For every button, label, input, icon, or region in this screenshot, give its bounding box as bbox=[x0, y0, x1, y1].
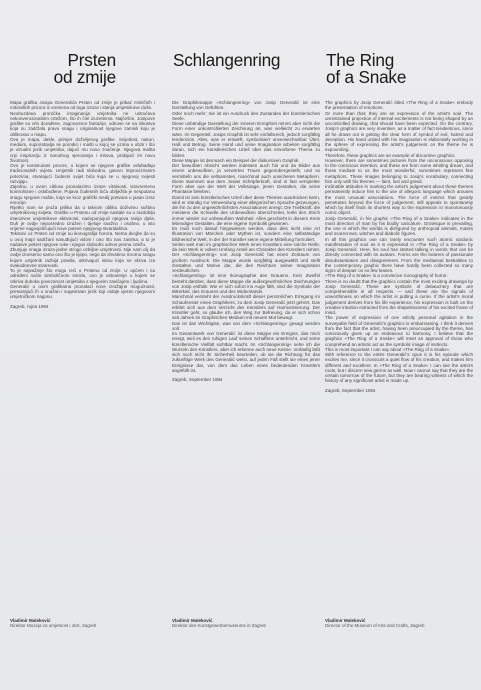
paragraph: Der bewußten Absicht werden indessen auch hin und da Bilder aus einem unbewußten, ja verwirrten Traum gegenübergestellt, und so vermitteln uns die seltsamsten, manchmal auch unsicheren Metaphern. Diese stammen aus dem Josias Schöpferkraft, sind in fast verspielter Form aber aus der Welt der Volkssage, jenen Gestalten, die seine Phantasie beleben. bbox=[172, 163, 320, 195]
title-croatian bbox=[8, 49, 116, 87]
paragraph: Mapa grafika Josipa Generalića Prsten od zmije je prikaz mističnih i mitoloških prizora iz vremena od toga izraza i stanja umjetnikove duše. bbox=[10, 100, 155, 111]
paragraph: There is no doubt that the graphics contain the most exciting drawings by Josip Generalić. These are symbols of debauchery that are comprehensible in all respects — and these are the signals of unworthiness on which the artist is putting a curse. If the artist's moral judgement derives from his life experience, his expression is built on the creative intuition extracted from the shapelessness of his excited frame of mind. bbox=[325, 278, 473, 315]
paragraph: Inclinable attitudes in marking the artist's judgement about these themes permanently induce him to the use of allegoric language which arouses the most unusual associations. The force of instinct that greatly penetrates beyond the force of judgement, still appeals to spontaneity which by itself finds its shortest way to the expression in monotonously comic object. bbox=[325, 184, 473, 216]
paragraph: Zbunjuje snaga izraza jedne strogo ozbiljne umjetnosti. Nije nam cilj da ovdje iznesemo samo ono što je lijepo, nego da shvatimo izvornu snagu kojom umjetnik razbija pravila, otkrivajući istinu koja se skriva iza svakodnevne stvarnosti. bbox=[10, 247, 155, 268]
signature-role: Director of the Museum of Arts and Crafts, Zagreb bbox=[325, 623, 425, 629]
paragraph: Tekstovi uz Prsten od zmije su ikonografija horora. Nema dvojbe da su u ovoj mapi sadržani nasuđujući vidovi i ono što nas zanima, a to je nadasve pokret njegove ruke i njegov slobodni odnos prema crtežu. bbox=[10, 231, 155, 247]
paragraph: Die Graphikmappe »Schlangenring« von Josip Generalić ist eine Darstellung von Gefühlen. bbox=[172, 100, 320, 111]
text-column-german bbox=[172, 100, 320, 382]
paragraph: Rijetko nam se pruža prilika da u takvom obliku doživimo suštinu umjetnikovog svijeta. Grafike u Prstenu od zmije nastale su u razdoblju intenzivne umjetnikove aktivnosti, nadopunjujući njegova ranija djela. Duh je ovdje neposredno izražen i djeluje snažno i osobno, u isto vrijeme nagovješćujući nove puteve njegovog stvaralaštva. bbox=[10, 205, 155, 231]
paragraph: Es muß noch darauf hingewiesen werden, dass dies nicht eine Art Illustration von Märchen oder Mythen ist, sondern eine selbständige bildnerische Welt, in der der Künstler seine eigene Mitteilung formuliert. bbox=[172, 226, 320, 242]
title-german bbox=[173, 49, 323, 70]
paragraph: Therefore, these graphics are an example of discursive graphics. bbox=[325, 152, 456, 158]
paragraph: Ovo je kontinuirani proces, u kojem se njegove grafike oslobađaju tradicionalnih uvjeta. Umjetnik radi slobodno, gotovo improviziranim potezima, stvarajući čudesni svijet bića koja se u njegovoj svijesti razvijaju. bbox=[10, 163, 155, 184]
date-line: Zagreb, rujna 1984 bbox=[10, 303, 49, 309]
paragraph: Ova je mapa, dakle, primjer doživljenog grafike. Svijetlost, nakon, medium, suprotstavlja se porodici i mašti u kojoj se uzima u obzir i što je vizualni jezik umjetnika, dajući mu novo značenje. Njegova mašta crpi inspiraciju iz narodnog vjerovanja i mitova, pridajući im novu životnost. bbox=[10, 136, 155, 163]
title-english bbox=[326, 49, 476, 87]
title-line: Prsten bbox=[67, 49, 116, 70]
paragraph: This is most important I can say about »The Ring of a Snake«. bbox=[325, 346, 451, 352]
paragraph: Im Gesamtwerk von Generalić ist diese Mappe ein Ereignis, das mich erregt, weil es den ruhigen Lauf seines Schaffens unterbricht, und seine künstlerische Vielfalt sichtbar macht. Im »Schlangenring« sehe ich die Wurzeln des Künstlers, aber ich erkenne auch neue Keime. Vorläufig läßt sich noch nicht ihr Sicherheit beurteilen, ob sie die Richtung für das zukünftige Werk des Generalić weist, auf jeden Fall stellt sie eines jener Ereignisse dar, von dem das Leben eines bedeutenden Künstlers angefüllt ist. bbox=[172, 331, 320, 373]
paragraph: Damit ist sein künstlerisches Urteil über diese Themen ausdrücken kann, wird er ständig zur Verwendung einer allegorischen Sprache gezwungen, die ihn zu den ungewöhnlichsten Assoziationen anregt. Die Triebkraft, die meistens die Schwelle des Unbewußten überschreitet, lenkt den Strich immer wieder zur unbewußten Wahrheit. Alles geschieht in diesem Kreis lebendiger Gestalten, die eine eigene Symbolik gewinnen. bbox=[172, 194, 320, 226]
paragraph: However, there are sometimes pictures from the unconscious opposing to the conscious intention, and these are from some whirling dream, and those mediate to us the most wonderful, sometimes represent fine metaphors. These images belonging to Josip's vocabulary, connecting him only with his themes — faint, lust and greed. bbox=[325, 157, 473, 184]
paragraph: Or more than that: they are an expression of the artist's soul. The unrestrained projection of internal excitements is not being shaped by an uncontrolled drawing, that should have been expected. On the contrary, Josip's graphics are very inventive, as a matter of fact tendentious, since all he draws out is getting the clear form of symbol of evil, hatred and deception. His hand united with his imagination is elaborately working in the sphere of expressing the artist's judgement on the theme he is expounding. bbox=[325, 110, 473, 153]
paragraph: Generalić u ovim grafikama pronalazi nove izražajne mogućnosti, pretvarajući ih u snažan i sugestivan jezik koji ostaje vjeran njegovom umjetničkom nagonu. bbox=[10, 283, 155, 300]
title-line: od zmije bbox=[53, 66, 116, 87]
title-line: The Ring bbox=[326, 49, 395, 70]
paragraph: »Schlangenring« ist eine Ikonographie des Grauens. Kein Zweifel besteht darüber, dass diese Mappe die außergewöhnlichen Zeichnungen von Josip enthält. Wie er sich sofort ins Auge fällt, sind die Symbole der Bitterkeit, des Grauens und des Widerstands. bbox=[172, 273, 320, 294]
signature-role: Direktor Muzeja za umjetnost i obrt, Zagreb bbox=[10, 623, 97, 629]
paragraph: Neobuzdana proročka imaginacija umjetnika ne ustručava nekonvencionalnim crtežom, što ih čini izuzetnima. Najčešće, Josipove grafike su vrlo dorađene, zagovornice fantazije, odnose se na iskustva koja su zadržala pravu snagu i originalnost njegove zamisli koju je oblikovao u mapu. bbox=[10, 110, 155, 137]
paragraph: Diese unbändige Darstellung der inneren Erregtheit nimmt aber nicht die Form einer unkontrollierten Zeichnung an, was vielleicht zu erwarten wäre. Im Gegenteil: Josips Graphik ist sehr einfallsreich, jedoch sorgfältig tendenziös. Alles, was er entwirft, symbolisiert unverwechselbar Übel, Haß und Betrug. Seine Hand und seine Imagination arbeiten sorgfältig daran, sich ein künstlerisches Urteil über das erworbene Thema zu bilden. bbox=[172, 121, 320, 158]
paragraph: Diese Mappe ist demnach ein Beispiel der diskursiven Graphik. bbox=[172, 157, 300, 163]
paragraph: Manchmal versteht der Ausdruckskraft dieser persönlichen Erregung im Schaufenster eines Graphikers, zu dem Josip Generalić jetzt gehört. Das erklärt sich aus dem Verzicht des Künstlers auf Harmonisierung. Der Künstler geht, so glaube ich, den Weg zur Befreiung, da er sich schon seit Jahren im Graphischen Medium mit neuem Mut bewegt. bbox=[172, 294, 320, 321]
signature-name: Vladimir Maleković bbox=[10, 618, 51, 623]
signature-english bbox=[325, 618, 473, 628]
signature-german bbox=[172, 618, 320, 628]
text-column-english bbox=[325, 100, 473, 393]
paragraph: »The Ring of a Snake« is a convincive iconography of horror. bbox=[325, 273, 448, 279]
signature-name: Vladimir Maleković bbox=[172, 618, 213, 623]
paragraph: In all this graphics one can rarely encounter such atomic sardonic manifestation of soul as it is expressed in »The Ring of a Snake« by Josip Generalić. Here, his soul has started talking in words that can be directly connected with its avatars. Forms are the bearers of passionate desubstantiation and disagreement. From the mediaeval bestialities to the contemporary graphic there have hardly been collected so many signs of despair on so few leaves. bbox=[325, 236, 473, 273]
date-line: Zagreb, September 1984 bbox=[172, 377, 223, 382]
paragraph: Das ist das Wichtigste, was von dem »Schlangenring« gesagt werden soll. bbox=[172, 320, 320, 331]
paragraph: With reference to the entire Generalić's opus it is his episode which excites me, since it crosscuts a quiet flow of his creation, and makes him different and excellent. In »The Ring of a Snake« I can see the artist's roots, but I discern new germs as well. Now I cannot say that they are the certain tomorrow of the future, but they are bearing witness of which the history of any significant artist is made up. bbox=[325, 352, 473, 384]
title-line: Schlangenring bbox=[173, 49, 281, 70]
date-line: Zagreb, September 1984 bbox=[325, 387, 376, 393]
paragraph: The power of expression of one strictly personal agitation in the surveyable field of Generalić's graphics is embarrassing. I think it derives from the fact that the artist, having been preoccupied by the theme, has consciously given up an endeavour to harmony. I believe that the graphics »The Ring of a Snake« will meet an approval of those who comprehend an artistic act as the symbolic image of instincts. bbox=[325, 315, 473, 347]
paragraph: The graphics by Josip Generalić titled »The Ring of a Snake« embody the presentation of emotions. bbox=[325, 100, 473, 111]
paragraph: Oder noch mehr: Sie ist ein Ausdruck des Zustandes der künstlerischen Seele. bbox=[172, 110, 320, 121]
paragraph: Zajedno, u ovom ciklusu pronalazimo izraze vitalnosti, istovremeno kontrolirane i oslobođene. Pojava čudesnih bića obilježila je nesputanu snagu njegove mašte, koja se kroz grafički medij pretvara u jasan izraz emocije. bbox=[10, 184, 155, 205]
paragraph: Seiten weit man im graphischen Werk eines Künstlers eine solche Reife, da sein Werk in vollem Umfang Anteil am Charakter des Künstlers nimmt. Der »Schlangenring« von Josip Generalić hat einen Zeitraum von großem Ausdruck. Die Mappe wurde sorgfältig ausgewählt und stellt Gestalten und Motive dar, die den Reichtum seiner Imagination verdeutlichen. bbox=[172, 241, 320, 273]
text-column-croatian bbox=[10, 100, 155, 309]
signature-name: Vladimir Maleković bbox=[325, 618, 366, 623]
paragraph: To je najvažnije što mogu reći o Prstenu od zmije. U općem i na određeni način simboličnom smislu, ovo je ostvarenje u kojem se otkriva duboka povezanost umjetnika s njegovim zavičajem i ljudima. bbox=[10, 268, 155, 284]
signature-role: Direktor des Kunstgewerbemuseums in Zagreb bbox=[172, 623, 267, 629]
title-line: of a Snake bbox=[326, 66, 407, 87]
signature-croatian bbox=[10, 618, 155, 628]
paragraph: Josip Generalić, in his graphic »The Ring of a Snake« indicates in the most direction of man by his bodily caricature. Grotesque is prevailing, the one in which the worlds is disfigured by anthropoid animals, masks and scarecrows, witches and diabolic figures. bbox=[325, 215, 473, 237]
